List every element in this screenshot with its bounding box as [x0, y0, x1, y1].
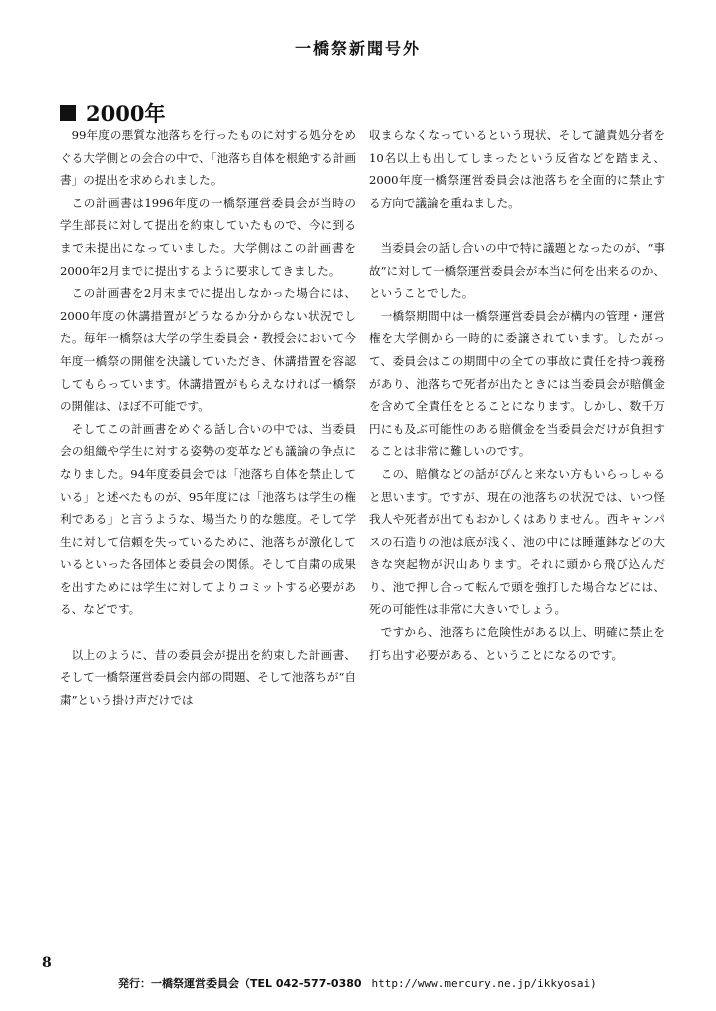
paragraph: 一橋祭期間中は一橋祭運営委員会が構内の管理・運営権を大学側から一時的に委譲されています。したがって、委員会はこの期間中の全ての事故に責任を持つ義務があり、池落ちで死者が出たときには当委員会が賠償金を含めて全責任をとることになります。しかし、数千万円にも及ぶ可能性のある賠償金を当委員会だけが負担することは非常に難しいのです。	[369, 308, 665, 459]
left-column	[60, 124, 356, 711]
paragraph: 収まらなくなっているという現状、そして譴責処分者を10名以上も出してしまったという反省などを踏まえ、2000年度一橋祭運営委員会は池落ちを全面的に禁止する方向で議論を重ねました。	[369, 128, 665, 210]
paragraph: ですから、池落ちに危険性がある以上、明確に禁止を打ち出す必要がある、ということになるのです。	[369, 625, 665, 662]
newsletter-header: 一橋祭新聞号外	[294, 39, 421, 58]
paragraph: この、賠償などの話がぴんと来ない方もいらっしゃると思います。ですが、現在の池落ちの状況では、いつ怪我人や死者が出てもおかしくはありません。西キャンパスの石造りの池は底が浅く、池の中には睡蓮鉢などの大きな突起物が沢山あります。それに頭から飛び込んだり、池で押し合って転んで頭を強打した場合などには、死の可能性は非常に大きいでしょう。	[369, 466, 665, 617]
paragraph: この計画書は1996年度の一橋祭運営委員会が当時の学生部長に対して提出を約束していたもので、今に到るまで未提出になっていました。大学側はこの計画書を2000年2月までに提出するように要求してきました。	[60, 195, 356, 278]
paragraph: 99年度の悪質な池落ちを行ったものに対する処分をめぐる大学側との会合の中で、「池落ち自体を根絶する計画書」の提出を求められました。	[60, 128, 356, 188]
paragraph-gap	[369, 214, 665, 237]
page-number: 8	[42, 955, 52, 971]
paragraph: この計画書を2月末までに提出しなかった場合には、2000年度の休講措置がどうなるか分からない状況でした。毎年一橋祭は大学の学生委員会・教授会において今年度一橋祭の開催を決議していただき、休講措置を容認してもらっています。休講措置がもらえなければ一橋祭の開催は、ほぼ不可能です。	[60, 286, 356, 414]
footer	[118, 975, 597, 991]
section-title: 2000年	[86, 101, 166, 126]
footer-url[interactable]: http://www.mercury.ne.jp/ikkyosai)	[371, 977, 597, 990]
paragraph: そしてこの計画書をめぐる話し合いの中では、当委員会の組織や学生に対する姿勢の変革なども議論の争点になりました。94年度委員会では「池落ち自体を禁止している」と述べたものが、95年度には「池落ちは学生の権利である」と言うような、場当たり的な態度。そして学生に対して信頼を失っているために、池落ちが激化しているといった各団体と委員会の関係。そして自粛の成果を出すためには学生に対してよりコミットする必要がある、などです。	[60, 421, 356, 617]
black-square-icon	[60, 105, 76, 121]
footer-publisher: 発行：一橋祭運営委員会（TEL 042-577-0380	[118, 977, 362, 990]
paragraph: 以上のように、昔の委員会が提出を約束した計画書、そして一橋祭運営委員会内部の問題、そして池落ちが“自粛”という掛け声だけでは	[60, 647, 356, 707]
right-column	[369, 124, 665, 666]
paragraph-gap	[60, 621, 356, 644]
paragraph: 当委員会の話し合いの中で特に議題となったのが、“事故”に対して一橋祭運営委員会が本当に何を出来るのか、ということでした。	[369, 240, 665, 301]
